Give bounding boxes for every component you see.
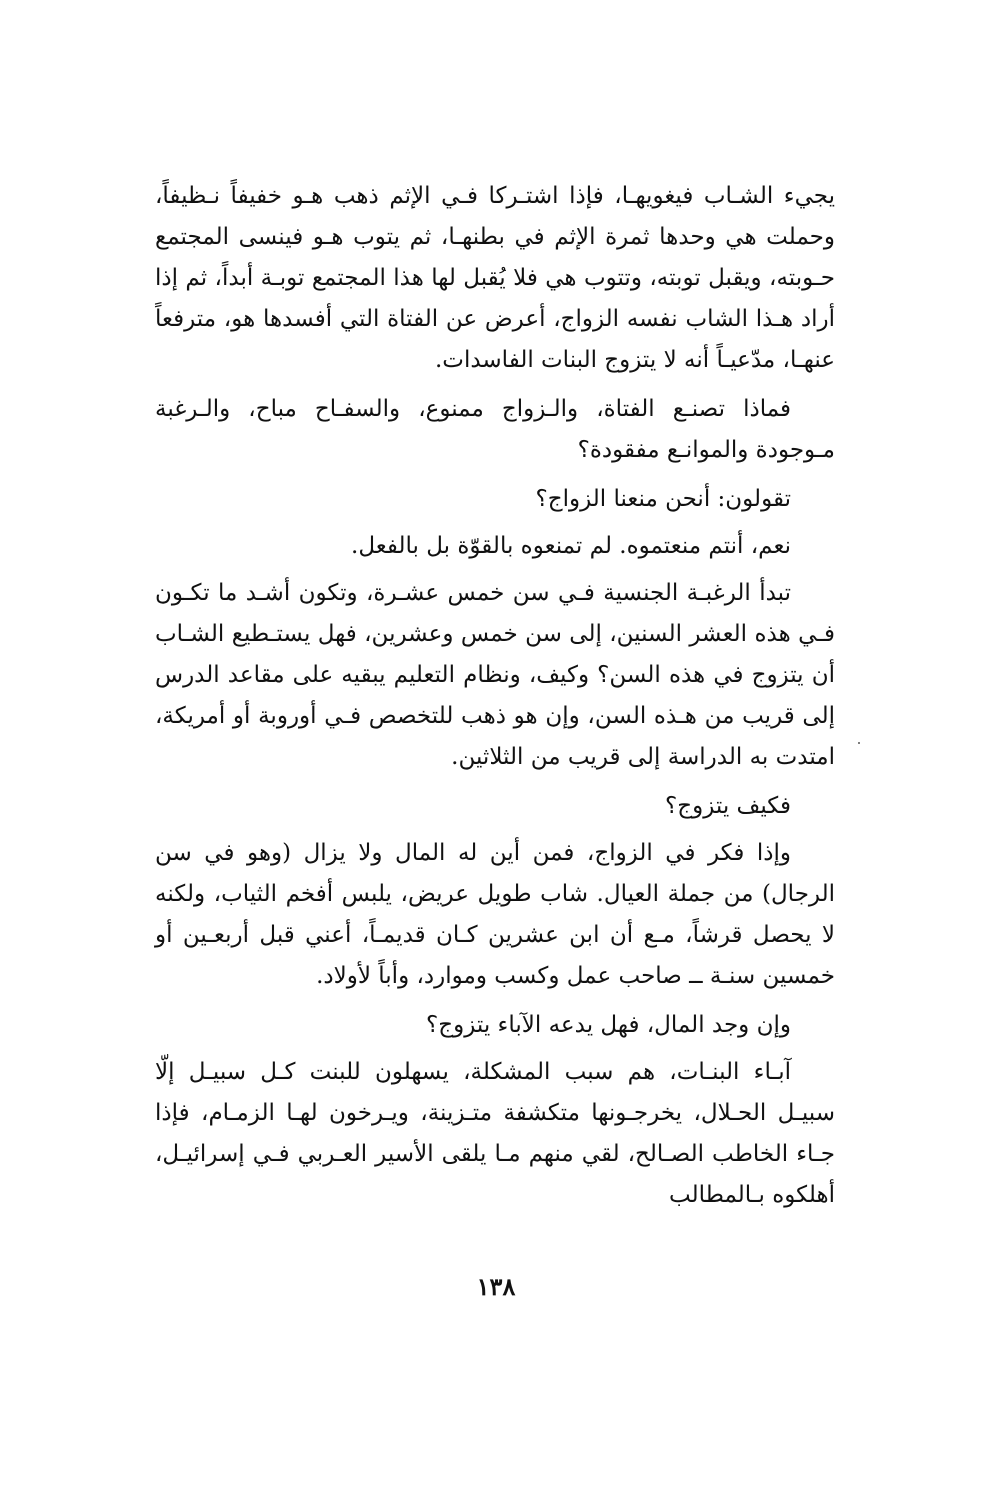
- paragraph-9: آبـاء البنـات، هم سبب المشكلة، يسهلون للبنت كـل سبيـل إلّا سبيـل الحـلال، يخرجـونها متكشفة متـزينة، ويـرخون لهـا الزمـام، فإذا جـاء الخاطب الصـالح، لقي منهم مـا يلقى الأسير العـربي فـي إسرائيـل، أهلكوه بـالمطالب: [155, 1059, 835, 1208]
- page-number: ١٣٨: [476, 1272, 516, 1301]
- paragraph-6: فكيف يتزوج؟: [665, 793, 791, 819]
- paragraph-7: وإذا فكر في الزواج، فمن أين له المال ولا يزال (وهو في سن الرجال) من جملة العيال. شاب طويل عريض، يلبس أفخم الثياب، ولكنه لا يحصل قرشاً، مـع أن ابن عشرين كـان قديمـاً، أعني قبل أربعـين أو خمسين سنـة ــ صاحب عمل وكسب وموارد، وأباً لأولاد.: [155, 840, 835, 989]
- scan-speck: [858, 742, 860, 744]
- paragraph-5: تبدأ الرغبـة الجنسية فـي سن خمس عشـرة، وتكون أشـد ما تكـون فـي هذه العشر السنين، إلى سن خمس وعشرين، فهل يستـطيع الشـاب أن يتزوج في هذه السن؟ وكيف، ونظام التعليم يبقيه على مقاعد الدرس إلى قريب من هـذه السن، وإن هو ذهب للتخصص فـي أوروبة أو أمريكة، امتدت به الدراسة إلى قريب من الثلاثين.: [155, 580, 835, 770]
- body-text: [155, 176, 835, 1224]
- paragraph-1: يجيء الشـاب فيغويهـا، فإذا اشتـركا فـي الإثم ذهب هـو خفيفاً نـظيفاً، وحملت هي وحدها ثمرة الإثم في بطنهـا، ثم يتوب هـو فينسى المجتمع حـوبته، ويقبل توبته، وتتوب هي فلا يُقبل لها هذا المجتمع توبـة أبداً، ثم إذا أراد هـذا الشاب نفسه الزواج، أعرض عن الفتاة التي أفسدها هو، مترفعاً عنهـا، مدّعيـاً أنه لا يتزوج البنات الفاسدات.: [155, 183, 835, 373]
- paragraph-4: نعم، أنتم منعتموه. لم تمنعوه بالقوّة بل بالفعل.: [351, 533, 791, 559]
- paragraph-2: فماذا تصنـع الفتاة، والـزواج ممنوع، والسفـاح مباح، والـرغبة مـوجودة والموانـع مفقودة؟: [155, 396, 835, 463]
- paragraph-8: وإن وجد المال، فهل يدعه الآباء يتزوج؟: [426, 1012, 791, 1038]
- paragraph-3: تقولون: أنحن منعنا الزواج؟: [535, 486, 791, 512]
